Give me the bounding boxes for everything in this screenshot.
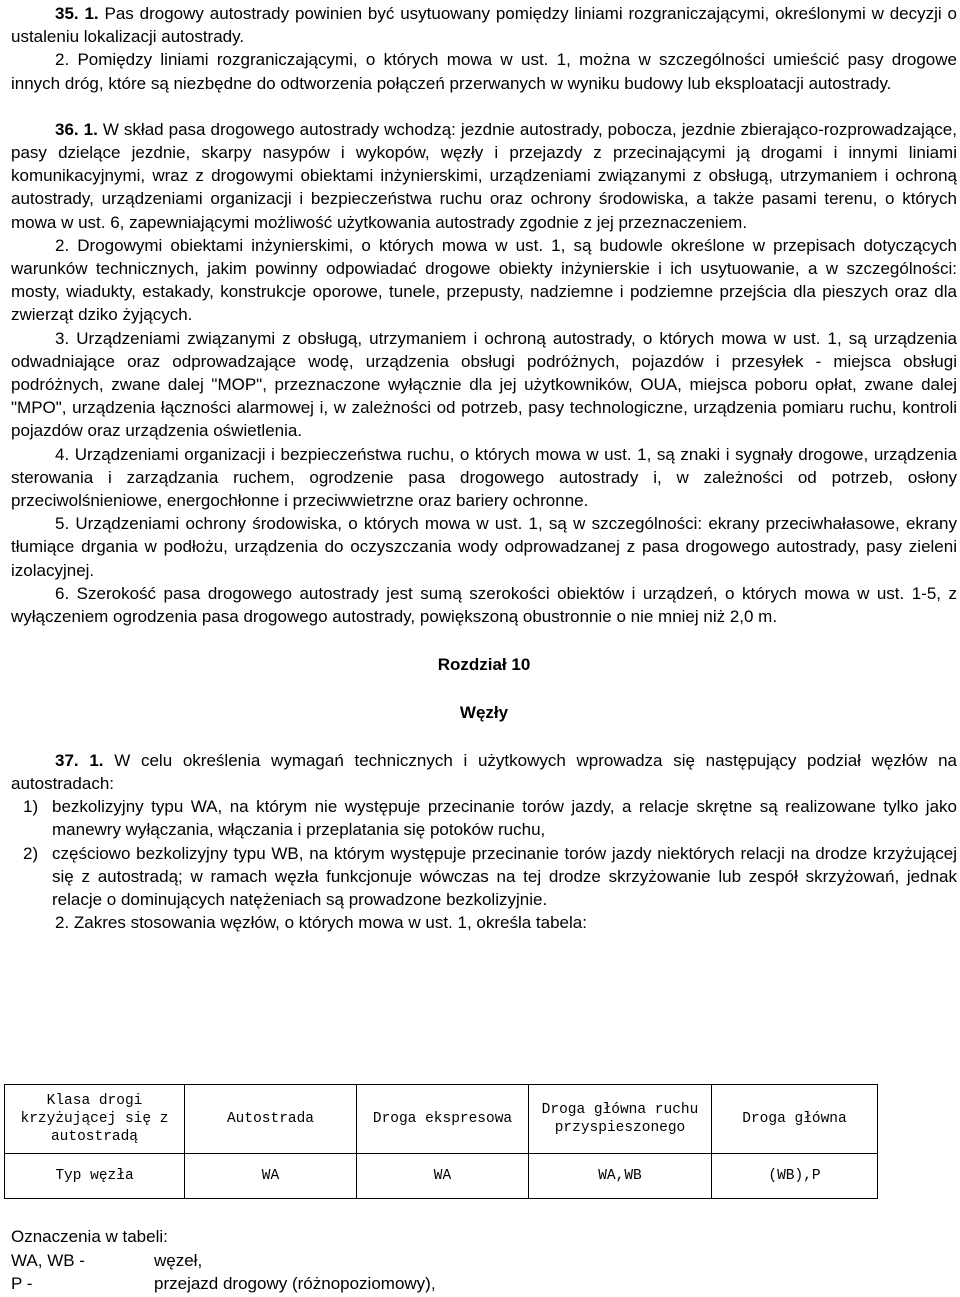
art37-para1: 37. 1. W celu określenia wymagań technicznych i użytkowych wprowadza się następujący podział węzłów na autostradach: <box>11 750 957 793</box>
art37-points <box>11 795 957 911</box>
art35-para2: 2. Pomiędzy liniami rozgraniczającymi, o których mowa w ust. 1, można w szczególności umieścić pasy drogowe innych dróg, które są niezbędne do odtworzenia połączeń przerwanych w wyniku budowy lub eksploatacji autostrady. <box>11 50 957 93</box>
legend-title: Oznaczenia w tabeli: <box>11 1227 168 1246</box>
table-cell: Typ węzła <box>5 1154 185 1199</box>
art36-number: 36. 1. <box>55 119 98 139</box>
table-header-cell: Klasa drogi krzyżującej się z autostradą <box>5 1085 185 1154</box>
table-header-cell: Droga ekspresowa <box>357 1085 529 1154</box>
legend-item: WA, WB - węzeł, <box>11 1250 203 1270</box>
art36-para2: 2. Drogowymi obiektami inżynierskimi, o których mowa w ust. 1, są budowle określone w przepisach dotyczących warunków technicznych, jakim powinny odpowiadać drogowe obiekty inżynierskie i ich usytuowanie, a w szczególności: mosty, wiadukty, estakady, konstrukcje oporowe, tunele, przepusty, nadziemne i podziemne przejścia dla pieszych oraz dla zwierząt dziko żyjących. <box>11 235 957 325</box>
legend-item: P - przejazd drogowy (różnopoziomowy), <box>11 1274 436 1293</box>
table-cell: (WB),P <box>712 1154 878 1199</box>
table-cell: WA,WB <box>529 1154 712 1199</box>
art37-number: 37. 1. <box>55 750 104 770</box>
document-page <box>11 0 957 934</box>
list-item: 1) bezkolizyjny typu WA, na którym nie występuje przecinanie torów jazdy, a relacje skrętne są realizowane tylko jako manewry wyłączania, włączania i przeplatania się potoków ruchu, <box>23 797 957 840</box>
table-header-cell: Autostrada <box>185 1085 357 1154</box>
table-cell: WA <box>357 1154 529 1199</box>
art35-para1: 35. 1. Pas drogowy autostrady powinien być usytuowany pomiędzy liniami rozgraniczającymi, określonymi w decyzji o ustaleniu lokalizacji autostrady. <box>11 4 957 47</box>
table-header-cell: Droga główna ruchu przyspieszonego <box>529 1085 712 1154</box>
chapter-subtitle: Węzły <box>459 703 509 723</box>
list-item: 2) częściowo bezkolizyjny typu WB, na którym występuje przecinanie torów jazdy niektórych relacji na drodze krzyżującej się z autostradą; w ramach węzła funkcjonuje wówczas na tej drodze skrzyżowanie lub zespół skrzyżowań, jednak relacje o dominujących natężeniach są prowadzone bezkolizyjnie. <box>23 843 957 909</box>
art37-para2: 2. Zakres stosowania węzłów, o których mowa w ust. 1, określa tabela: <box>55 913 587 933</box>
table-header-row <box>5 1085 878 1154</box>
table-legend <box>11 1225 436 1296</box>
table-header-cell: Droga główna <box>712 1085 878 1154</box>
art36-para5: 5. Urządzeniami ochrony środowiska, o których mowa w ust. 1, są w szczególności: ekrany przeciwhałasowe, ekrany tłumiące drgania w podłożu, urządzenia do oczyszczania wody odprowadzanej z pasa drogowego autostrady, pasy zieleni izolacyjnej. <box>11 514 957 580</box>
table-cell: WA <box>185 1154 357 1199</box>
junction-table <box>4 1084 878 1199</box>
art36-para3: 3. Urządzeniami związanymi z obsługą, utrzymaniem i ochroną autostrady, o których mowa w ust. 1, są urządzenia odwadniające oraz odprowadzające wodę, urządzenia obsługi podróżnych, pojazdów i przesyłek - miejsca obsługi podróżnych, zwane dalej "MOP", przeznaczone wyłącznie dla jej użytkowników, OUA, miejsca poboru opłat, zwane dalej "MPO", urządzenia łączności alarmowej i, w zależności od potrzeb, pasy technologiczne, urządzenia pomiaru ruchu, kontroli pojazdów oraz urządzenia oświetlenia. <box>11 328 957 441</box>
art36-para6: 6. Szerokość pasa drogowego autostrady jest sumą szerokości obiektów i urządzeń, o których mowa w ust. 1-5, z wyłączeniem ogrodzenia pasa drogowego autostrady, powiększoną obustronnie o nie mniej niż 2,0 m. <box>11 583 957 627</box>
chapter-title: Rozdział 10 <box>437 655 531 675</box>
art36-para1: 36. 1. W skład pasa drogowego autostrady wchodzą: jezdnie autostrady, pobocza, jezdnie zbierająco-rozprowadzające, pasy dzielące jezdnie, skarpy nasypów i wykopów, węzły i przejazdy z przecinającymi ją drogami i innymi liniami komunikacyjnymi, wraz z drogowymi obiektami inżynierskimi, urządzeniami związanymi z obsługą, utrzymaniem i ochroną autostrady, urządzeniami organizacji i bezpieczeństwa ruchu oraz ochrony środowiska, a także pasami terenu, o których mowa w ust. 6, zapewniającymi możliwość użytkowania autostrady zgodnie z jej przeznaczeniem. <box>11 119 957 232</box>
art36-para4: 4. Urządzeniami organizacji i bezpieczeństwa ruchu, o których mowa w ust. 1, są znaki i sygnały drogowe, urządzenia sterowania i zarządzania ruchem, ogrodzenie pasa drogowego autostrady i, w zależności od potrzeb, osłony przeciwolśnieniowe, energochłonne i przeciwwietrzne oraz bariery ochronne. <box>11 444 957 511</box>
art35-number: 35. 1. <box>55 4 99 23</box>
table-row <box>5 1154 878 1199</box>
